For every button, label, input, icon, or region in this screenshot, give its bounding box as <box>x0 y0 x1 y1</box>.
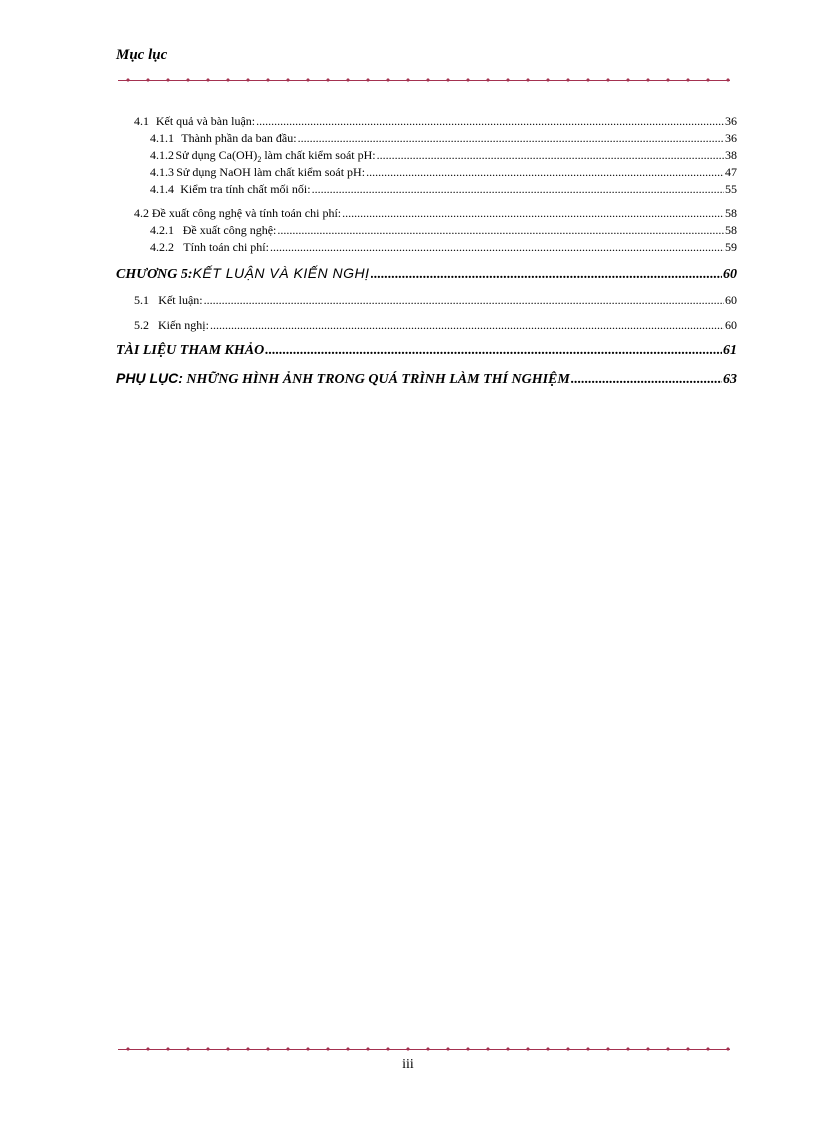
toc-leader-dots <box>342 206 724 221</box>
toc-entry-4-1[interactable] <box>134 114 737 129</box>
toc-leader-dots <box>366 165 724 180</box>
toc-page-number: 58 <box>725 223 737 237</box>
toc-title-part: PHỤ LỤC: <box>116 370 183 386</box>
toc-title-part: NHỮNG HÌNH ẢNH TRONG QUÁ TRÌNH LÀM THÍ NGHIỆM <box>182 372 570 387</box>
header-decorative-line <box>118 77 730 83</box>
toc-number: 4.1.2 <box>150 148 174 162</box>
toc-title <box>116 370 570 388</box>
toc-title: TÀI LIỆU THAM KHẢO <box>116 343 265 358</box>
toc-entry-4-2-1[interactable] <box>150 223 737 238</box>
toc-title: Kiểm tra tính chất mối nối: <box>180 182 311 196</box>
toc-title: Kết quả và bàn luận: <box>155 114 256 128</box>
toc-page-number: 60 <box>723 267 737 282</box>
toc-entry-4-1-3[interactable] <box>150 165 737 180</box>
toc-chapter-number: CHƯƠNG 5: <box>116 267 193 282</box>
toc-entry-chapter-5[interactable] <box>116 265 737 283</box>
toc-entry-4-2[interactable] <box>134 206 737 221</box>
toc-title: Thành phần da ban đầu: <box>181 131 297 145</box>
toc-number: 4.1.4 <box>150 182 174 196</box>
toc-leader-dots <box>377 148 724 163</box>
toc-title: Tính toán chi phí: <box>183 240 269 254</box>
toc-leader-dots <box>277 223 724 238</box>
toc-number: 5.2 <box>134 318 149 332</box>
toc-entry-4-1-4[interactable] <box>150 182 737 197</box>
toc-entry-4-2-2[interactable] <box>150 240 737 255</box>
toc-title: Sử dụng NaOH làm chất kiểm soát pH: <box>176 165 366 179</box>
toc-title: Kiến nghị: <box>157 318 209 332</box>
toc-leader-dots <box>371 267 722 283</box>
toc-leader-dots <box>204 293 724 308</box>
toc-leader-dots <box>270 240 724 255</box>
toc-page-number: 60 <box>725 318 737 332</box>
toc-title: Đề xuất công nghệ và tính toán chi phí: <box>151 206 342 220</box>
toc-number: 4.2 <box>134 206 149 220</box>
toc-page-number: 55 <box>725 182 737 196</box>
toc-title-part: Sử dụng Ca(OH) <box>175 148 258 162</box>
footer-page-number: iii <box>402 1057 414 1072</box>
toc-number: 4.1 <box>134 114 149 128</box>
toc-page-number: 60 <box>725 293 737 307</box>
toc-entry-5-1[interactable] <box>134 293 737 308</box>
toc-page-number: 59 <box>725 240 737 254</box>
footer-decorative-line <box>118 1046 730 1052</box>
toc-title: Đề xuất công nghệ: <box>182 223 277 237</box>
toc-page-number: 61 <box>723 343 737 358</box>
toc-title: Kết luận: <box>158 293 203 307</box>
toc-number: 4.2.2 <box>150 240 174 254</box>
toc-number: 4.1.1 <box>150 131 174 145</box>
toc-entry-5-2[interactable] <box>134 318 737 333</box>
toc-page-number: 38 <box>725 148 737 162</box>
toc-leader-dots <box>571 372 722 388</box>
toc-leader-dots <box>256 114 724 129</box>
toc-entry-4-1-1[interactable] <box>150 131 737 146</box>
toc-title <box>175 148 375 164</box>
toc-number: 4.2.1 <box>150 223 174 237</box>
toc-entry-4-1-2[interactable] <box>150 148 737 164</box>
toc-page-number: 47 <box>725 165 737 179</box>
toc-page-number: 36 <box>725 114 737 128</box>
toc-leader-dots <box>298 131 724 146</box>
toc-chapter-title: KẾT LUẬN VÀ KIẾN NGHỊ <box>192 265 370 281</box>
page-header-title: Mục lục <box>116 47 168 63</box>
toc-number: 4.1.3 <box>150 165 174 179</box>
toc-entry-references[interactable] <box>116 343 737 359</box>
toc-leader-dots <box>312 182 724 197</box>
toc-page-number: 63 <box>723 372 737 387</box>
toc-leader-dots <box>210 318 724 333</box>
toc-leader-dots <box>265 343 722 359</box>
toc-page-number: 36 <box>725 131 737 145</box>
toc-title-subscript: 2 <box>257 155 262 164</box>
toc-number: 5.1 <box>134 293 149 307</box>
toc-entry-appendix[interactable] <box>116 370 737 388</box>
toc-title-part: làm chất kiểm soát pH: <box>261 148 376 162</box>
toc-page-number: 58 <box>725 206 737 220</box>
